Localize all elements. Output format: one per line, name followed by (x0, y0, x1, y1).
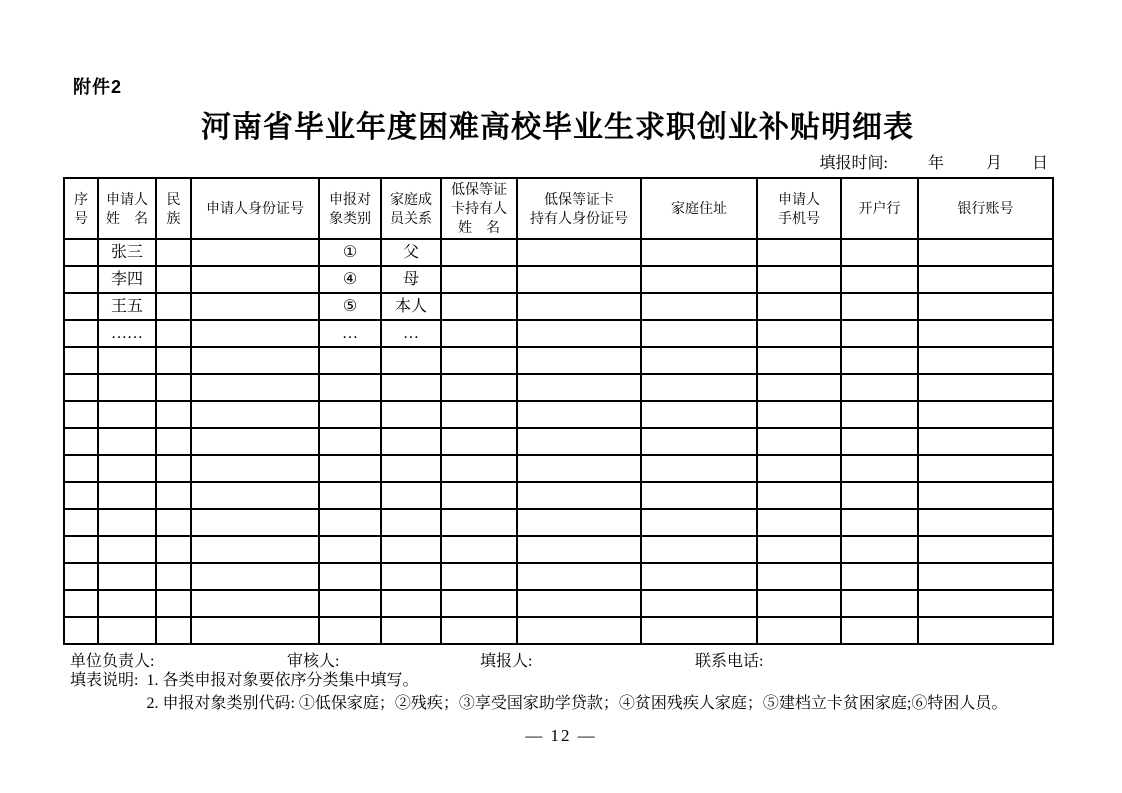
table-cell-home-address (641, 563, 757, 590)
notes-label: 填表说明: (70, 672, 139, 689)
table-cell-category (319, 482, 381, 509)
table-cell-category (319, 455, 381, 482)
table-cell-cert-holder-name (441, 266, 517, 293)
table-cell-home-address (641, 455, 757, 482)
table-cell-category: … (319, 320, 381, 347)
table-cell-applicant-name (98, 347, 156, 374)
table-cell-home-address (641, 239, 757, 266)
table-cell-ethnicity (156, 590, 191, 617)
table-cell-home-address (641, 590, 757, 617)
table-cell-applicant-name (98, 455, 156, 482)
table-cell-applicant-phone (757, 428, 841, 455)
reviewer-label: 审核人: (287, 653, 340, 670)
table-cell-applicant-name (98, 428, 156, 455)
table-cell-ethnicity (156, 482, 191, 509)
table-cell-category: ⑤ (319, 293, 381, 320)
table-cell-ethnicity (156, 563, 191, 590)
table-cell-bank-branch (841, 239, 918, 266)
table-cell-seq (64, 563, 98, 590)
table-row (64, 320, 1053, 347)
table-cell-home-address (641, 293, 757, 320)
table-cell-applicant-name (98, 509, 156, 536)
table-cell-applicant-name (98, 401, 156, 428)
table-cell-seq (64, 536, 98, 563)
table-row (64, 455, 1053, 482)
header-row (64, 178, 1053, 239)
table-row (64, 509, 1053, 536)
table-cell-ethnicity (156, 455, 191, 482)
table-cell-category (319, 401, 381, 428)
table-cell-family-relation: 母 (381, 266, 441, 293)
table-cell-bank-branch (841, 563, 918, 590)
table-cell-applicant-id (191, 455, 319, 482)
table-cell-bank-branch (841, 401, 918, 428)
table-cell-home-address (641, 320, 757, 347)
header-cell-cert-holder-id: 低保等证卡 持有人身份证号 (517, 178, 641, 239)
table-cell-bank-branch (841, 482, 918, 509)
table-cell-ethnicity (156, 617, 191, 644)
table-cell-cert-holder-name (441, 347, 517, 374)
table-cell-cert-holder-id (517, 482, 641, 509)
table-cell-applicant-name: 李四 (98, 266, 156, 293)
table-cell-applicant-id (191, 509, 319, 536)
table-row (64, 617, 1053, 644)
table-row (64, 374, 1053, 401)
table-cell-category (319, 617, 381, 644)
table-cell-bank-branch (841, 293, 918, 320)
header-cell-applicant-id: 申请人身份证号 (191, 178, 319, 239)
table-cell-bank-account (918, 536, 1053, 563)
table-cell-seq (64, 266, 98, 293)
table-cell-cert-holder-id (517, 239, 641, 266)
table-cell-applicant-name (98, 536, 156, 563)
table-cell-family-relation (381, 509, 441, 536)
table-cell-applicant-name (98, 482, 156, 509)
header-cell-ethnicity: 民 族 (156, 178, 191, 239)
table-cell-bank-branch (841, 509, 918, 536)
table-cell-cert-holder-id (517, 536, 641, 563)
table-cell-applicant-phone (757, 293, 841, 320)
table-cell-ethnicity (156, 320, 191, 347)
table-cell-home-address (641, 347, 757, 374)
table-cell-cert-holder-id (517, 293, 641, 320)
fill-time-line (63, 150, 1048, 173)
table-cell-seq (64, 320, 98, 347)
table-cell-applicant-id (191, 401, 319, 428)
table-cell-applicant-phone (757, 374, 841, 401)
table-cell-bank-branch (841, 347, 918, 374)
table-cell-category (319, 509, 381, 536)
table-cell-seq (64, 617, 98, 644)
table-cell-family-relation (381, 428, 441, 455)
table-cell-applicant-phone (757, 347, 841, 374)
table-cell-seq (64, 428, 98, 455)
table-cell-category (319, 374, 381, 401)
table-cell-bank-account (918, 617, 1053, 644)
table-cell-seq (64, 509, 98, 536)
table-cell-cert-holder-name (441, 239, 517, 266)
table-cell-family-relation (381, 401, 441, 428)
table-cell-cert-holder-id (517, 266, 641, 293)
header-cell-applicant-name: 申请人 姓 名 (98, 178, 156, 239)
header-cell-applicant-phone: 申请人 手机号 (757, 178, 841, 239)
table-cell-bank-branch (841, 455, 918, 482)
table-cell-ethnicity (156, 509, 191, 536)
table-cell-cert-holder-id (517, 401, 641, 428)
table-cell-cert-holder-id (517, 590, 641, 617)
table-cell-home-address (641, 401, 757, 428)
table-cell-bank-account (918, 374, 1053, 401)
table-cell-applicant-id (191, 320, 319, 347)
table-cell-seq (64, 482, 98, 509)
table-cell-family-relation: 父 (381, 239, 441, 266)
table-cell-applicant-phone (757, 509, 841, 536)
note-line-1: 1. 各类申报对象要依序分类集中填写。 (146, 672, 419, 689)
table-cell-bank-branch (841, 266, 918, 293)
table-cell-applicant-id (191, 536, 319, 563)
attachment-label: 附件2 (73, 77, 123, 97)
table-cell-applicant-phone (757, 266, 841, 293)
table-cell-family-relation (381, 455, 441, 482)
table-cell-cert-holder-name (441, 293, 517, 320)
table-row (64, 266, 1053, 293)
table-cell-bank-account (918, 239, 1053, 266)
signature-line (63, 648, 1052, 668)
table-cell-home-address (641, 482, 757, 509)
table-cell-applicant-name (98, 617, 156, 644)
table-cell-bank-branch (841, 374, 918, 401)
table-cell-applicant-id (191, 482, 319, 509)
table-cell-seq (64, 590, 98, 617)
header-cell-seq: 序 号 (64, 178, 98, 239)
table-cell-cert-holder-id (517, 428, 641, 455)
table-cell-bank-account (918, 563, 1053, 590)
table-cell-applicant-phone (757, 239, 841, 266)
table-cell-family-relation (381, 563, 441, 590)
table-cell-applicant-id (191, 239, 319, 266)
table-cell-cert-holder-id (517, 617, 641, 644)
table-cell-ethnicity (156, 293, 191, 320)
table-cell-bank-account (918, 401, 1053, 428)
table-row (64, 563, 1053, 590)
table-cell-bank-branch (841, 536, 918, 563)
table-cell-cert-holder-name (441, 455, 517, 482)
table-cell-applicant-id (191, 347, 319, 374)
table-cell-applicant-id (191, 617, 319, 644)
header-cell-category: 申报对 象类别 (319, 178, 381, 239)
table-header (64, 178, 1053, 239)
table-cell-applicant-id (191, 266, 319, 293)
table-cell-cert-holder-id (517, 563, 641, 590)
table-cell-home-address (641, 617, 757, 644)
table-cell-bank-branch (841, 428, 918, 455)
table-row (64, 590, 1053, 617)
table-cell-bank-branch (841, 590, 918, 617)
table-cell-bank-branch (841, 320, 918, 347)
table-cell-home-address (641, 428, 757, 455)
table-cell-family-relation (381, 347, 441, 374)
notes-body (146, 669, 1007, 715)
table-cell-bank-account (918, 590, 1053, 617)
table-cell-home-address (641, 536, 757, 563)
note-line-2: 2. 申报对象类别代码: ①低保家庭；②残疾；③享受国家助学贷款；④贫困残疾人家庭；⑤建档立卡贫困家庭;⑥特困人员。 (146, 695, 1008, 712)
table-cell-seq (64, 401, 98, 428)
table-cell-ethnicity (156, 428, 191, 455)
table-cell-seq (64, 374, 98, 401)
unit-head-label: 单位负责人: (70, 653, 155, 670)
fill-time-label: 填报时间: (819, 155, 888, 172)
table-cell-category: ④ (319, 266, 381, 293)
table-cell-home-address (641, 266, 757, 293)
table-cell-family-relation (381, 482, 441, 509)
table-cell-category (319, 536, 381, 563)
table-cell-home-address (641, 509, 757, 536)
table-cell-category (319, 563, 381, 590)
table-cell-ethnicity (156, 347, 191, 374)
table-cell-bank-account (918, 320, 1053, 347)
table-cell-family-relation (381, 617, 441, 644)
table-cell-applicant-phone (757, 617, 841, 644)
header-cell-bank-branch: 开户行 (841, 178, 918, 239)
header-cell-bank-account: 银行账号 (918, 178, 1053, 239)
contact-phone-label: 联系电话: (695, 653, 764, 670)
table-cell-applicant-name: 张三 (98, 239, 156, 266)
table-cell-applicant-name (98, 374, 156, 401)
table-cell-bank-account (918, 455, 1053, 482)
table-cell-family-relation (381, 536, 441, 563)
fill-time-year: 年 (927, 155, 944, 172)
table-row (64, 347, 1053, 374)
table-cell-seq (64, 293, 98, 320)
header-cell-home-address: 家庭住址 (641, 178, 757, 239)
fill-time-month: 月 (985, 155, 1002, 172)
table-cell-family-relation (381, 590, 441, 617)
table-cell-bank-account (918, 293, 1053, 320)
table-cell-cert-holder-name (441, 509, 517, 536)
table-cell-cert-holder-name (441, 401, 517, 428)
table-cell-applicant-phone (757, 401, 841, 428)
filler-label: 填报人: (480, 653, 533, 670)
table-cell-category: ① (319, 239, 381, 266)
table-cell-cert-holder-name (441, 482, 517, 509)
page-title: 河南省毕业年度困难高校毕业生求职创业补贴明细表 (201, 111, 914, 144)
table-cell-cert-holder-id (517, 509, 641, 536)
table-cell-cert-holder-id (517, 374, 641, 401)
header-cell-family-relation: 家庭成 员关系 (381, 178, 441, 239)
table-cell-cert-holder-name (441, 428, 517, 455)
table-cell-cert-holder-name (441, 320, 517, 347)
table-cell-family-relation: 本人 (381, 293, 441, 320)
table-cell-applicant-id (191, 374, 319, 401)
table-row (64, 293, 1053, 320)
table-cell-ethnicity (156, 401, 191, 428)
table-cell-bank-account (918, 347, 1053, 374)
table-cell-applicant-phone (757, 482, 841, 509)
table-cell-applicant-name (98, 563, 156, 590)
table-cell-cert-holder-name (441, 590, 517, 617)
table-cell-category (319, 428, 381, 455)
table-row (64, 428, 1053, 455)
table-cell-bank-account (918, 509, 1053, 536)
table-row (64, 401, 1053, 428)
table-cell-seq (64, 347, 98, 374)
table-cell-applicant-phone (757, 536, 841, 563)
header-cell-cert-holder-name: 低保等证 卡持有人 姓 名 (441, 178, 517, 239)
table-cell-applicant-id (191, 590, 319, 617)
table-cell-cert-holder-name (441, 536, 517, 563)
table-cell-applicant-id (191, 563, 319, 590)
table-cell-applicant-name: 王五 (98, 293, 156, 320)
table-cell-ethnicity (156, 266, 191, 293)
table-cell-ethnicity (156, 239, 191, 266)
table-cell-category (319, 347, 381, 374)
table-cell-cert-holder-id (517, 455, 641, 482)
table-cell-bank-account (918, 266, 1053, 293)
table-cell-seq (64, 239, 98, 266)
table-cell-cert-holder-id (517, 320, 641, 347)
table-cell-seq (64, 455, 98, 482)
table-body (64, 239, 1053, 644)
table-row (64, 536, 1053, 563)
table-cell-family-relation (381, 374, 441, 401)
table-cell-applicant-phone (757, 320, 841, 347)
table-cell-cert-holder-name (441, 563, 517, 590)
table-cell-applicant-phone (757, 590, 841, 617)
subsidy-detail-table (63, 177, 1054, 645)
table-cell-bank-branch (841, 617, 918, 644)
fill-time-day: 日 (1031, 155, 1048, 172)
table-cell-ethnicity (156, 374, 191, 401)
table-cell-ethnicity (156, 536, 191, 563)
table-row (64, 482, 1053, 509)
table-cell-applicant-phone (757, 563, 841, 590)
table-cell-applicant-id (191, 428, 319, 455)
page-number: — 12 — (525, 726, 597, 745)
table-cell-bank-account (918, 482, 1053, 509)
table-row (64, 239, 1053, 266)
table-cell-cert-holder-id (517, 347, 641, 374)
table-cell-cert-holder-name (441, 617, 517, 644)
table-cell-category (319, 590, 381, 617)
table-cell-cert-holder-name (441, 374, 517, 401)
table-cell-applicant-phone (757, 455, 841, 482)
form-notes (70, 669, 1080, 715)
table-cell-family-relation: … (381, 320, 441, 347)
table-cell-applicant-id (191, 293, 319, 320)
table-cell-bank-account (918, 428, 1053, 455)
table-cell-applicant-name (98, 590, 156, 617)
table-cell-home-address (641, 374, 757, 401)
table-cell-applicant-name: …… (98, 320, 156, 347)
